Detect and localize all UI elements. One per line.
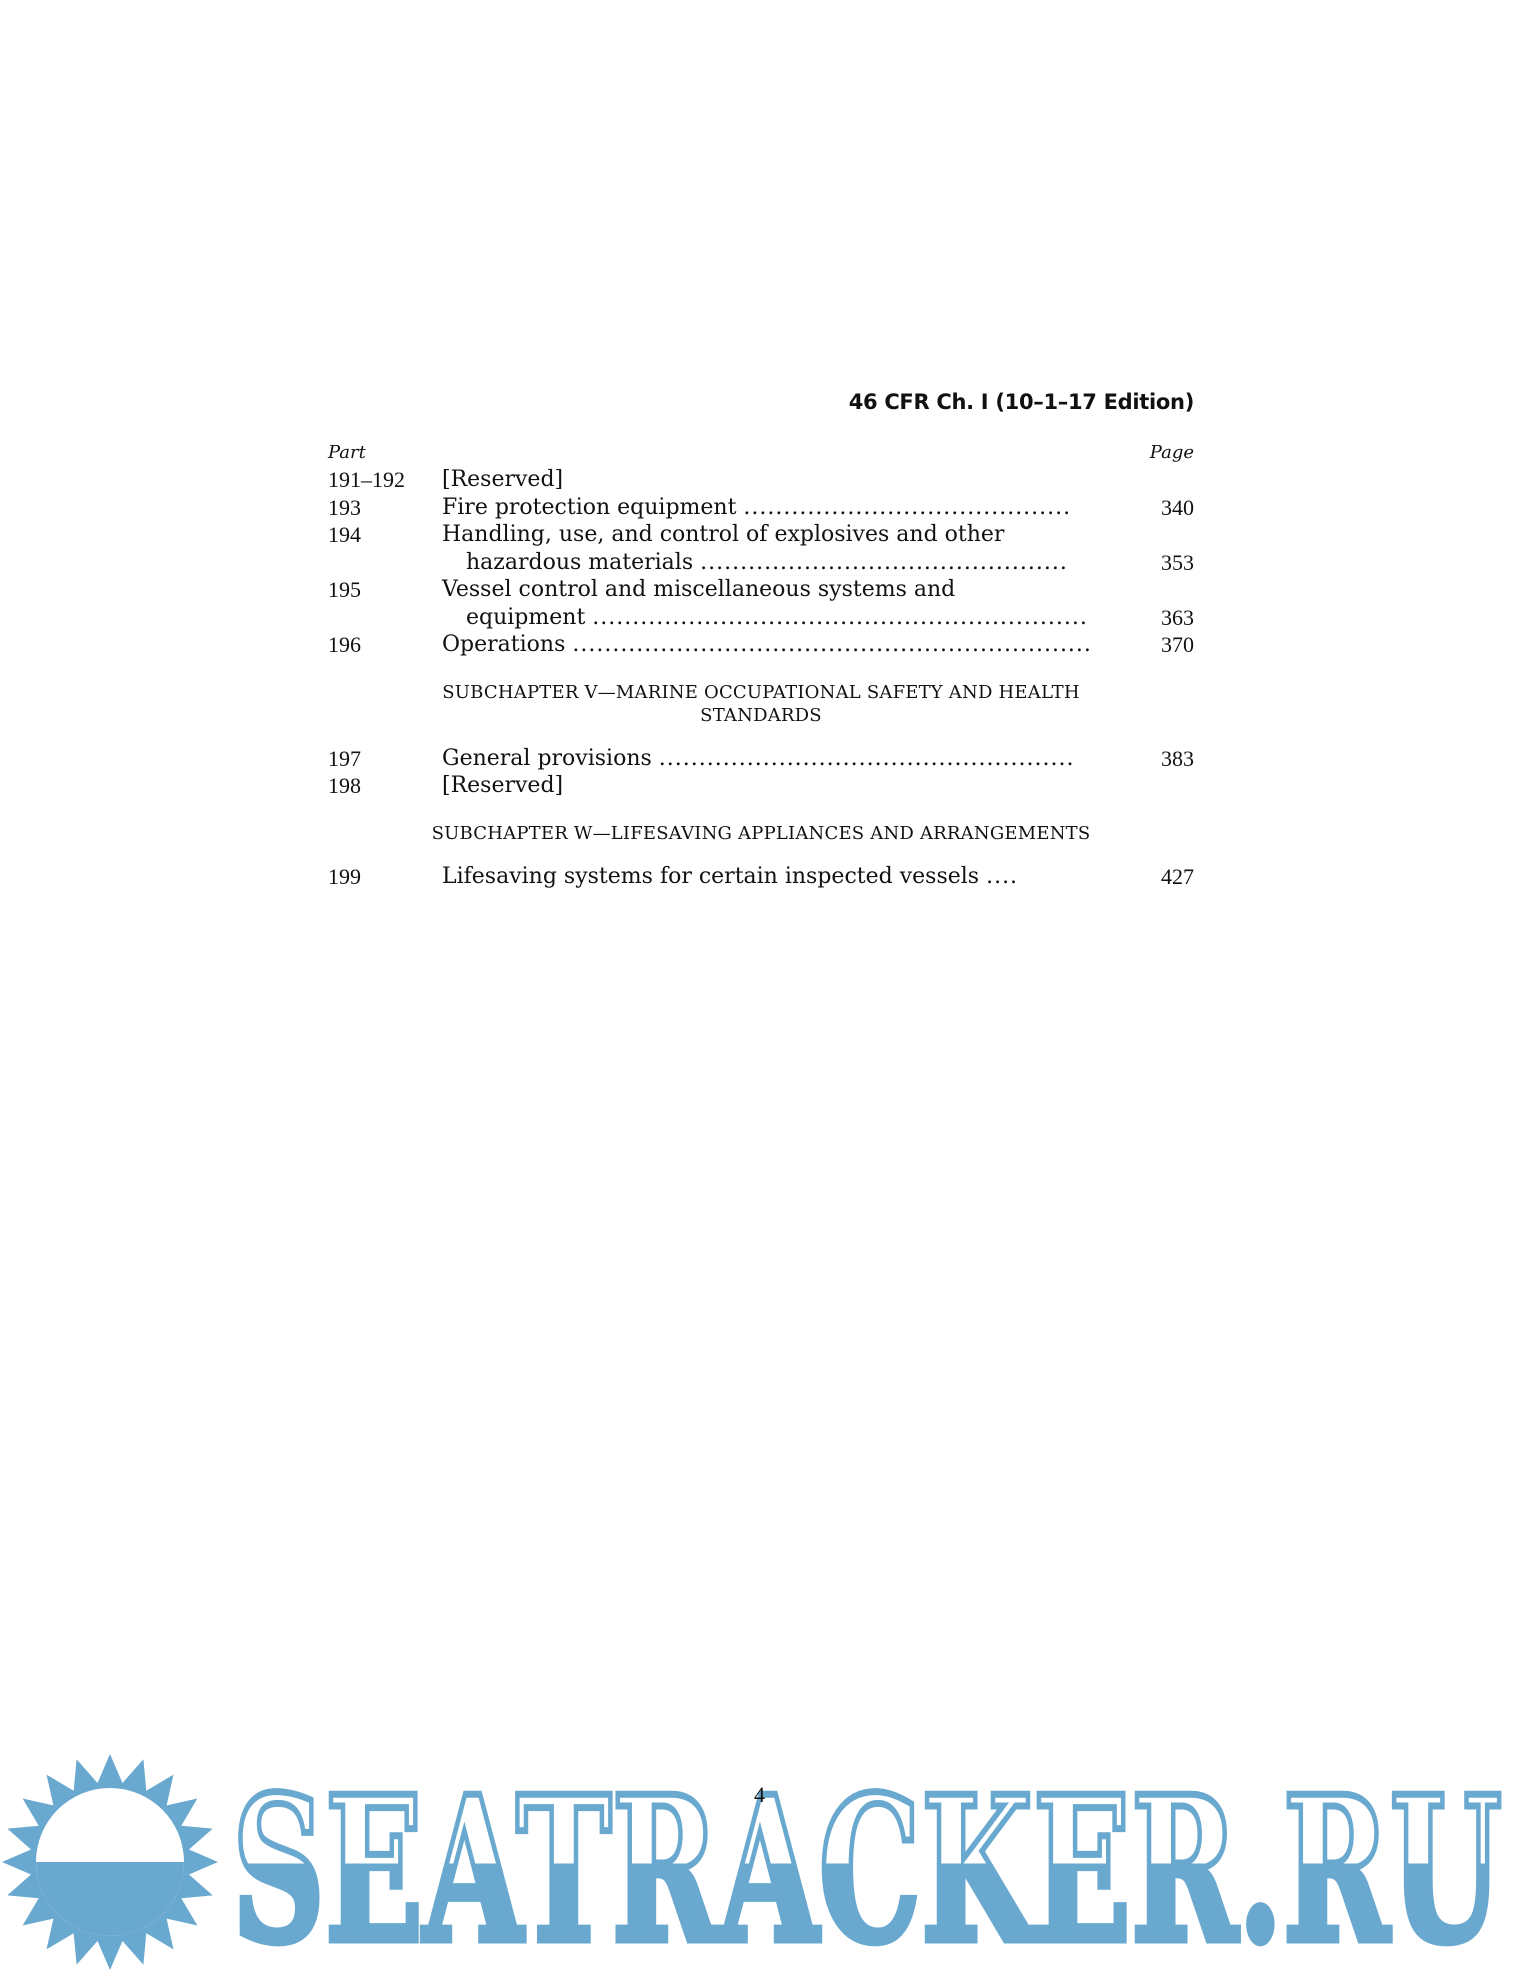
toc-entry: [328, 631, 1194, 659]
sun-icon: [2, 1754, 218, 1970]
leader-dots: .........................................: [743, 494, 1072, 520]
table-of-contents: [328, 442, 1194, 890]
entry-title-continued: equipment: [466, 604, 586, 630]
watermark-logo: [0, 1740, 1524, 1972]
part-number: 197: [328, 745, 361, 771]
subchapter-heading-line: SUBCHAPTER W—LIFESAVING APPLIANCES AND ARRANGEMENTS: [431, 822, 1091, 844]
leader-dots: ..............................................................: [592, 604, 1088, 630]
subchapter-heading-line: SUBCHAPTER V—MARINE OCCUPATIONAL SAFETY AND HEALTH: [442, 681, 1080, 703]
entry-title: Handling, use, and control of explosives and other: [442, 522, 1005, 547]
part-number: 198: [328, 773, 361, 798]
subchapter-heading: [328, 681, 1194, 727]
part-number: 199: [328, 863, 361, 889]
running-head: 46 CFR Ch. I (10–1–17 Edition): [848, 390, 1194, 414]
leader-dots: ..............................................: [700, 549, 1068, 575]
entry-title: Lifesaving systems for certain inspected vessels: [442, 863, 980, 889]
part-number: 196: [328, 632, 361, 657]
page-number-ref: 363: [1161, 604, 1194, 630]
column-headings: [328, 442, 1194, 466]
subchapter-heading-line: STANDARDS: [700, 704, 822, 726]
entry-title: Operations: [442, 632, 566, 657]
page-number-ref: 383: [1161, 745, 1194, 771]
entry-title: [Reserved]: [442, 467, 564, 492]
entry-title: Vessel control and miscellaneous systems and: [442, 577, 956, 602]
toc-entry: [328, 863, 1194, 891]
toc-entry: [328, 772, 1194, 800]
toc-entry: [328, 494, 1194, 522]
toc-entry: [328, 521, 1194, 576]
page-column-heading: Page: [1149, 442, 1194, 463]
page-number-ref: 353: [1161, 549, 1194, 575]
entry-title: Fire protection equipment: [442, 494, 737, 520]
toc-entry: [328, 745, 1194, 773]
part-number: 191–192: [328, 467, 405, 492]
page-number-ref: 370: [1161, 632, 1194, 657]
toc-entry: [328, 576, 1194, 631]
part-number: 193: [328, 494, 361, 520]
subchapter-heading: [328, 822, 1194, 845]
part-number: 194: [328, 522, 361, 547]
entry-title: General provisions: [442, 745, 652, 771]
entry-title-continued: hazardous materials: [466, 549, 694, 575]
part-number: 195: [328, 577, 361, 602]
toc-entry: [328, 466, 1194, 494]
leader-dots: ....: [986, 863, 1019, 889]
leader-dots: ....................................................: [658, 745, 1075, 771]
leader-dots: .................................................................: [572, 632, 1092, 657]
watermark-text: SEATRACKER.RU: [232, 1753, 1502, 1972]
page-number-ref: 427: [1161, 863, 1194, 889]
page-number: 4: [754, 1782, 765, 1807]
page-number-ref: 340: [1161, 494, 1194, 520]
entry-title: [Reserved]: [442, 773, 564, 798]
part-column-heading: Part: [328, 442, 366, 463]
